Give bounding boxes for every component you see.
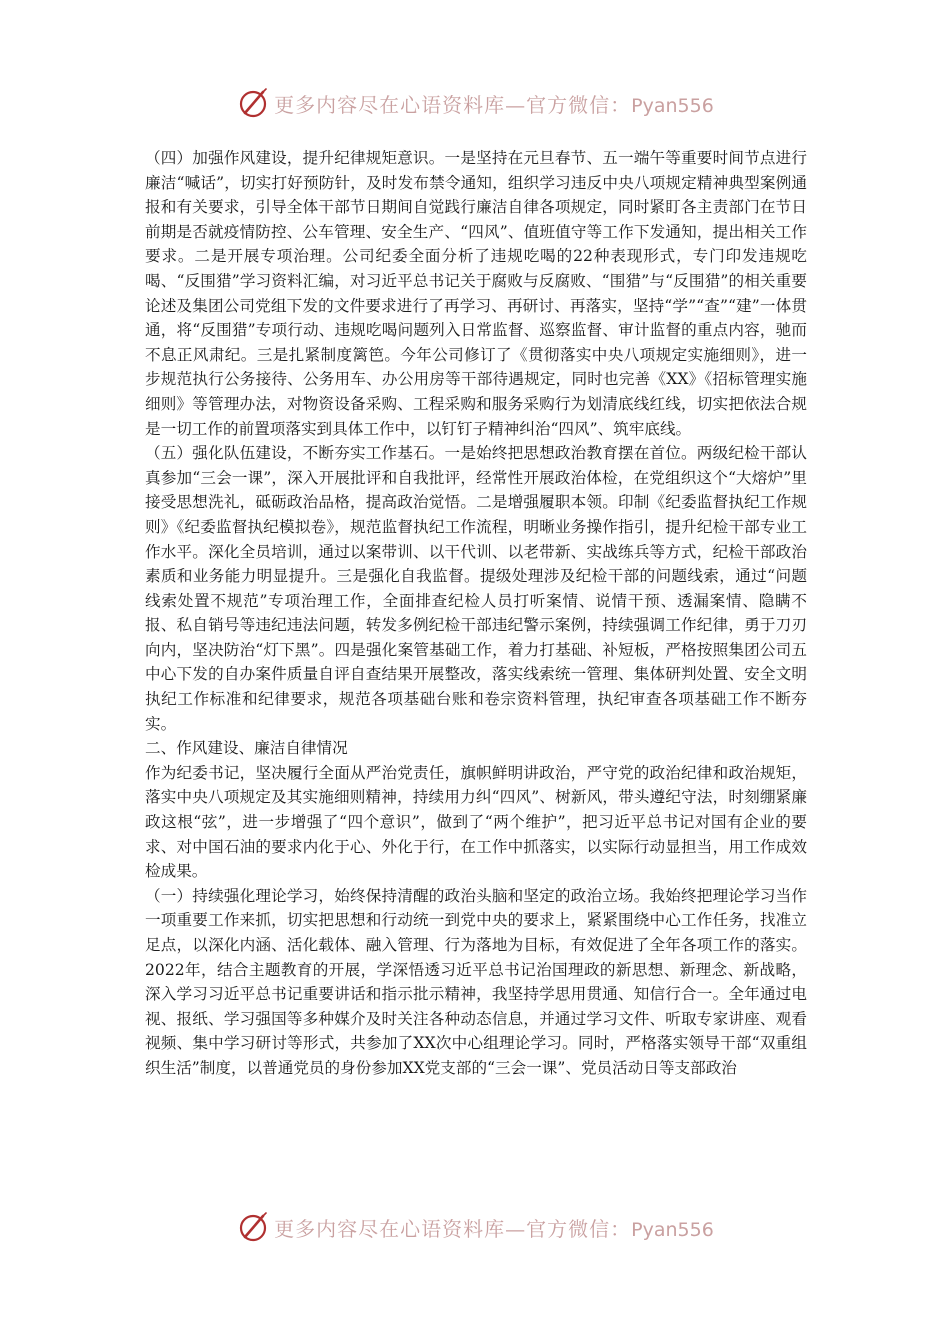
header-watermark (0, 83, 950, 123)
section-heading: 二、作风建设、廉洁自律情况 (145, 739, 348, 758)
document-body (145, 146, 807, 1081)
paragraph: （一）持续强化理论学习，始终保持清醒的政治头脑和坚定的政治立场。我始终把理论学习当作一项重要工作来抓，切实把思想和行动统一到党中央的要求上，紧紧围绕中心工作任务，找准立足点，以深化内涵、活化载体、融入管理、行为落地为目标，有效促进了全年各项工作的落实。2022年，结合主题教育的开展，学深悟透习近平总书记治国理政的新思想、新理念、新战略，深入学习习近平总书记重要讲话和指示批示精神，我坚持学思用贯通、知信行合一。全年通过电视、报纸、学习强国等多种媒介及时关注各种动态信息，并通过学习文件、听取专家讲座、观看视频、集中学习研讨等形式，共参加了XX次中心组理论学习。同时，严格落实领导干部“双重组织生活”制度，以普通党员的身份参加XX党支部的“三会一课”、党员活动日等支部政治 (145, 886, 807, 1077)
paragraph: （五）强化队伍建设，不断夯实工作基石。一是始终把思想政治教育摆在首位。两级纪检干部认真参加“三会一课”，深入开展批评和自我批评，经常性开展政治体检，在党组织这个“大熔炉”里接受思想洗礼，砥砺政治品格，提高政治觉悟。二是增强履职本领。印制《纪委监督执纪工作规则》《纪委监督执纪模拟卷》，规范监督执纪工作流程，明晰业务操作指引，提升纪检干部专业工作水平。深化全员培训，通过以案带训、以干代训、以老带新、实战练兵等方式，纪检干部政治素质和业务能力明显提升。三是强化自我监督。提级处理涉及纪检干部的问题线索，通过“问题线索处置不规范”专项治理工作，全面排查纪检人员打听案情、说情干预、透漏案情、隐瞒不报、私自销号等违纪违法问题，转发多例纪检干部违纪警示案例，持续强调工作纪律，勇于刀刃向内，坚决防治“灯下黑”。四是强化案管基础工作，着力打基础、补短板，严格按照集团公司五中心下发的自办案件质量自评自查结果开展整改，落实线索统一管理、集体研判处置、安全文明执纪工作标准和纪律要求，规范各项基础台账和卷宗资料管理，执纪审查各项基础工作不断夯实。 (145, 444, 807, 733)
watermark-text: 更多内容尽在心语资料库—官方微信：Pyan556 (274, 92, 714, 117)
pen-circle-logo-icon (236, 86, 270, 120)
paragraph: （四）加强作风建设，提升纪律规矩意识。一是坚持在元旦春节、五一端午等重要时间节点进行廉洁“喊话”，切实打好预防针，及时发布禁令通知，组织学习违反中央八项规定精神典型案例通报和有关要求，引导全体干部节日期间自觉践行廉洁自律各项规定，同时紧盯各主责部门在节日前期是否就疫情防控、公车管理、安全生产、“四风”、值班值守等工作下发通知，提出相关工作要求。二是开展专项治理。公司纪委全面分析了违规吃喝的22种表现形式，专门印发违规吃喝、“反围猎”学习资料汇编，对习近平总书记关于腐败与反腐败、“围猎”与“反围猎”的相关重要论述及集团公司党组下发的文件要求进行了再学习、再研讨、再落实，坚持“学”“查”“建”一体贯通，将“反围猎”专项行动、违规吃喝问题列入日常监督、巡察监督、审计监督的重点内容，驰而不息正风肃纪。三是扎紧制度篱笆。今年公司修订了《贯彻落实中央八项规定实施细则》，进一步规范执行公务接待、公务用车、办公用房等干部待遇规定，同时也完善《XX》《招标管理实施细则》等管理办法，对物资设备采购、工程采购和服务采购行为划清底线红线，切实把依法合规是一切工作的前置项落实到具体工作中，以钉钉子精神纠治“四风”、筑牢底线。 (145, 149, 807, 438)
footer-watermark (0, 1207, 950, 1247)
paragraph: 作为纪委书记，坚决履行全面从严治党责任，旗帜鲜明讲政治，严守党的政治纪律和政治规矩，落实中央八项规定及其实施细则精神，持续用力纠“四风”、树新风，带头遵纪守法，时刻绷紧廉政这根“弦”，进一步增强了“四个意识”，做到了“两个维护”，把习近平总书记对国有企业的要求、对中国石油的要求内化于心、外化于行，在工作中抓落实，以实际行动显担当，用工作成效检成果。 (145, 763, 807, 881)
pen-circle-logo-icon (236, 1210, 270, 1244)
watermark-text: 更多内容尽在心语资料库—官方微信：Pyan556 (274, 1216, 714, 1241)
